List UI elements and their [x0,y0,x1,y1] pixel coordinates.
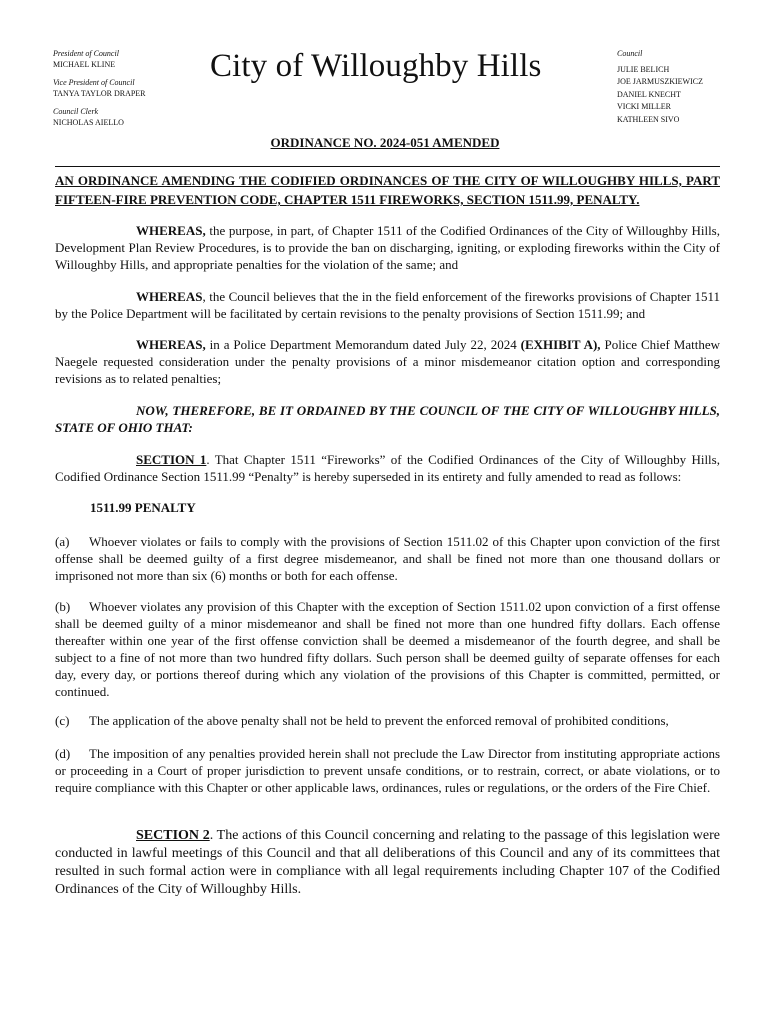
divider [55,166,720,167]
council-member: DANIEL KNECHT [617,89,681,99]
whereas-text: Police Chief Matthew Naegele requested consideration under the penalty provisions of a minor misdemeanor citation option and corresponding revisions as to related penalties; [55,337,720,386]
city-name-heading: City of Willoughby Hills [210,48,542,84]
council-members-block [617,48,703,127]
ordinance-title: ORDINANCE NO. 2024-051 AMENDED [270,135,500,150]
council-member: JULIE BELICH [617,64,670,74]
officer-name: MICHAEL KLINE [53,60,116,69]
section-text: . The actions of this Council concerning and relating to the passage of this legislation were conducted in lawful meetings of this Council and that all deliberations of this Council and any of its committees that resulted in such formal action were in compliance with all legal requirements including Chapter 107 of the Codified Ordinances of the City of Willoughby Hills. [55,828,721,897]
ordinance-caption [55,171,720,209]
officer-role: President of Council [53,49,119,58]
penalty-heading: 1511.99 PENALTY [90,500,196,515]
officer-role: Vice President of Council [53,78,135,87]
whereas-text: in a Police Department Memorandum dated July 22, 2024 [205,337,521,352]
council-member: JOE JARMUSZKIEWICZ [617,77,703,87]
whereas-paragraph-2 [55,288,720,322]
penalty-item-c [55,712,720,729]
section-2 [55,827,720,899]
officer-name: NICHOLAS AIELLO [53,118,124,127]
item-letter: (a) [55,534,70,549]
officer-role: Council Clerk [53,107,99,116]
penalty-item-b [55,598,720,700]
whereas-paragraph-3 [55,336,720,387]
item-text: Whoever violates or fails to comply with the provisions of Section 1511.02 of this Chapter upon conviction of the first offense shall be deemed guilty of a first degree misdemeanor, and shall be fined not more than one thousand dollars or imprisoned not more than six (6) months or both for each offense. [55,534,720,583]
item-letter: (c) [55,713,70,728]
officer-clerk [53,106,146,128]
item-letter: (b) [55,599,71,614]
penalty-item-d [55,745,720,796]
whereas-text: , the Council believes that the in the field enforcement of the fireworks provisions of Chapter 1511 by the Police Department will be facilitated by certain revisions to the penalty provisions of Section 1511.99; and [55,289,720,321]
whereas-lead: WHEREAS, [136,223,206,238]
section-label: SECTION 2 [136,828,210,843]
officers-block [53,48,146,135]
council-member: KATHLEEN SIVO [617,114,680,124]
item-text: The imposition of any penalties provided herein shall not preclude the Law Director from instituting appropriate actions or proceeding in a Court of proper jurisdiction to prevent unsafe conditions, or to restrain, correct, or abate violations, or to require compliance with this Chapter or other applicable laws, ordinances, rules or regulations, or the orders of the Fire Chief. [55,746,720,795]
council-member: VICKI MILLER [617,102,671,112]
whereas-paragraph-1 [55,222,720,273]
penalty-item-a [55,533,720,584]
officer-name: TANYA TAYLOR DRAPER [53,89,146,98]
resolution-clause: NOW, THEREFORE, BE IT ORDAINED BY THE COUNCIL OF THE CITY OF WILLOUGHBY HILLS, STATE OF OHIO THAT: [55,403,720,435]
officer-vice-president [53,77,146,99]
officer-president [53,48,146,70]
item-text: The application of the above penalty shall not be held to prevent the enforced removal of prohibited conditions, [89,713,669,728]
section-text: . That Chapter 1511 “Fireworks” of the Codified Ordinances of the City of Willoughby Hills, Codified Ordinance Section 1511.99 “Penalty” is hereby superseded in its entirety and fully amended to read as follows: [55,452,720,484]
whereas-text: the purpose, in part, of Chapter 1511 of the Codified Ordinances of the City of Willoughby Hills, Development Plan Review Procedures, is to provide the ban on discharging, igniting, or exploding fireworks within the City of Willoughby Hills, and appropriate penalties for the violation of the same; and [55,223,720,272]
council-role: Council [617,49,643,58]
section-label: SECTION 1 [136,452,207,467]
item-text: Whoever violates any provision of this Chapter with the exception of Section 1511.02 upon conviction of a first offense shall be deemed guilty of a minor misdemeanor and shall be fined not more than one hundred fifty dollars. Each offense thereafter within one year of the first offense conviction shall be deemed a misdemeanor of the fourth degree, and shall be subject to a fine of not more than two hundred fifty dollars. Such person shall be deemed guilty of separate offenses for each day, every day, or portions thereof during which any violation of the provisions of this Chapter is committed, permitted, or continued. [55,599,720,699]
exhibit-reference: (EXHIBIT A), [520,337,601,352]
caption-text: AN ORDINANCE AMENDING THE CODIFIED ORDINANCES OF THE CITY OF WILLOUGHBY HILLS, PART FIFTEEN-FIRE PREVENTION CODE, CHAPTER 1511 FIREWORKS, SECTION 1511.99, PENALTY. [55,173,720,207]
whereas-lead: WHEREAS, [136,337,206,352]
section-1 [55,451,720,485]
item-letter: (d) [55,746,71,761]
whereas-lead: WHEREAS [136,289,203,304]
